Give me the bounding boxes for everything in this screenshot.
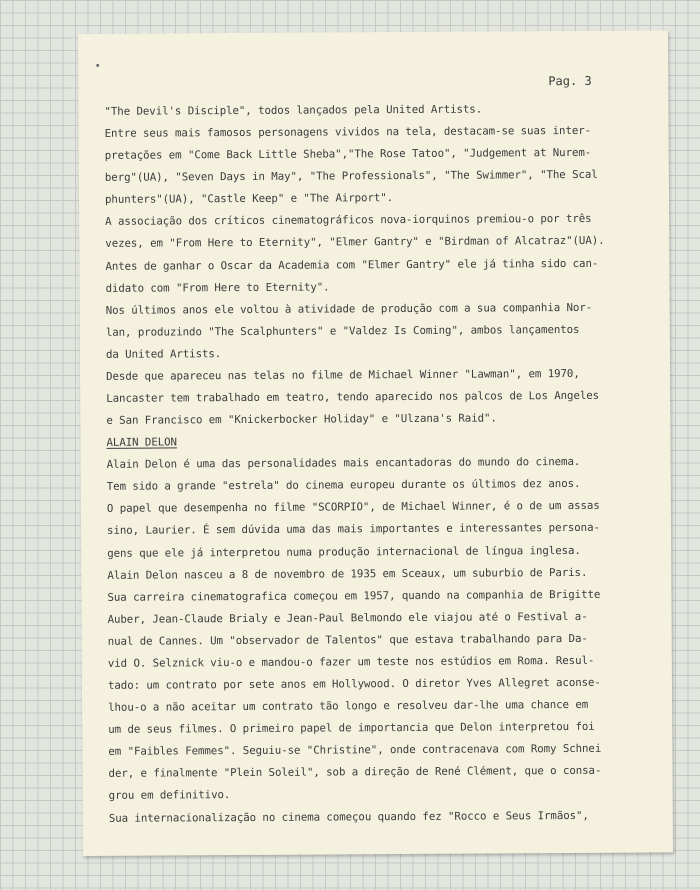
text-line: Auber, Jean-Claude Brialy e Jean-Paul Belmondo ele viajou até o Festival a- <box>107 609 588 626</box>
text-line: da United Artists. <box>105 346 222 361</box>
text-line: O papel que desempenha no filme "SCORPIO", de Michael Winner, é o de um assas <box>106 499 600 516</box>
text-line: vid O. Selznick viu-o e mandou-o fazer um teste nos estúdios em Roma. Resul- <box>107 653 595 670</box>
ink-speck <box>96 64 99 67</box>
section-heading: ALAIN DELON <box>106 435 177 450</box>
text-line: Desde que apareceu nas telas no filme de Michael Winner "Lawman", em 1970, <box>106 366 580 383</box>
text-line: lan, produzindo "The Scalphunters" e "Valdez Is Coming", ambos lançamentos <box>105 322 580 339</box>
text-line: berg"(UA), "Seven Days in May", "The Professionals", "The Swimmer", "The Scal <box>104 168 598 185</box>
text-line: didato com "From Here to Eternity". <box>105 280 330 295</box>
text-line: Nos últimos anos ele voltou à atividade de produção com a sua companhia Nor- <box>105 300 593 317</box>
text-line: grou em definitivo. <box>108 788 231 803</box>
text-line: em "Faibles Femmes". Seguiu-se "Christine", onde contracenava com Romy Schnei <box>108 742 602 759</box>
text-line: A associação dos críticos cinematográficos nova-iorquinos premiou-o por três <box>105 212 592 229</box>
text-line: vezes, em "From Here to Eternity", "Elmer Gantry" e "Birdman of Alcatraz"(UA). <box>105 234 605 251</box>
text-line: Alain Delon nasceu a 8 de novembro de 1935 em Sceaux, um suburbio de Paris. <box>107 565 588 582</box>
text-line: Entre seus mais famosos personagens vividos na tela, destacam-se suas inter- <box>104 123 592 140</box>
text-line: lhou-o a não aceitar um contrato tão longo e resolveu dar-lhe uma chance em <box>108 698 589 714</box>
typewritten-page <box>78 30 673 856</box>
text-line: um de seus filmes. O primeiro papel de importancia que Delon interpretou foi <box>108 720 595 737</box>
text-line: "The Devil's Disciple", todos lançados pela United Artists. <box>104 102 483 118</box>
text-line: der, e finalmente "Plein Soleil", sob a direção de René Clément, que o consa- <box>108 764 602 781</box>
text-line: e San Francisco em "Knickerbocker Holiday" e "Ulzana's Raid". <box>106 411 497 427</box>
text-line: Sua carreira cinematografica começou em 1957, quando na companhia de Brigitte <box>107 587 601 604</box>
text-line: Sua internacionalização no cinema começou quando fez "Rocco e Seus Irmãos", <box>108 808 589 825</box>
text-line: Lancaster tem trabalhado em teatro, tendo aparecido nos palcos de Los Angeles <box>106 388 600 405</box>
text-line: pretações em "Come Back Little Sheba","The Rose Tatoo", "Judgement at Nurem- <box>104 146 592 162</box>
text-line: nual de Cannes. Um "observador de Talentos" que estava trabalhando para Da- <box>107 631 588 648</box>
page-number: Pag. 3 <box>548 73 592 89</box>
text-line: Alain Delon é uma das personalidades mais encantadoras do mundo do cinema. <box>106 455 581 472</box>
text-line: sino, Laurier. É sem dúvida uma das mais importantes e interessantes persona- <box>106 521 600 538</box>
text-line: tado: um contrato por sete anos em Hollywood. O diretor Yves Allegret aconse- <box>107 675 601 692</box>
text-line: gens que ele já interpretou numa produção internacional de língua inglesa. <box>107 543 581 560</box>
text-line: Antes de ganhar o Oscar da Academia com "Elmer Gantry" ele já tinha sido can- <box>105 256 599 273</box>
text-line: phunters"(UA), "Castle Keep" e "The Airport". <box>104 191 394 207</box>
body-text <box>104 97 668 829</box>
text-line: Tem sido a grande "estrela" do cinema europeu durante os últimos dez anos. <box>106 477 581 494</box>
